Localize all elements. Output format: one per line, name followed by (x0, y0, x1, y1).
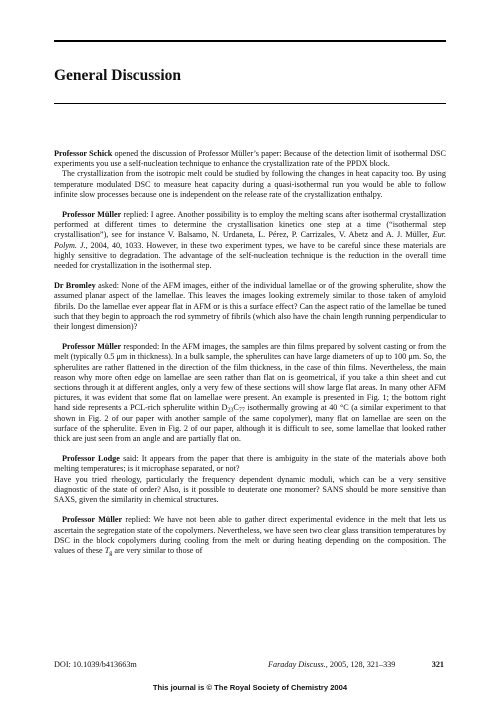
doi-text: DOI: 10.1039/b413663m (54, 660, 137, 669)
journal-citation (268, 659, 395, 671)
page-number: 321 (431, 660, 444, 669)
paragraph (54, 281, 446, 332)
title-rule (54, 103, 446, 104)
paragraph-text: Have you tried rheology, particularly the frequency dependent dynamic moduli, which can be a very sensitive diagnostic of the state of order? Also, is it possible to deuterate one monomer? SANS should be more sensitive than SAXS, given the similarity in chemical structures. (54, 474, 446, 505)
paragraph-text: replied: We have not been able to gather direct experimental evidence in the melt that lets us ascertain the segregation state of the copolymers. Nevertheless, we have seen two clear glass transition temperatures by DSC in the block copolymers during cooling from the melt or during heating depending on the composition. The values of these $T_g$ are very similar to those of (54, 515, 447, 557)
speaker-name: Dr Bromley (54, 281, 96, 291)
speaker-name: Professor Müller (62, 342, 122, 352)
paragraph (54, 149, 446, 169)
paragraph-text: responded: In the AFM images, the samples are thin films prepared by solvent casting or from the melt (typically 0.5 μm in thickness). In a bulk sample, the spherulites can have large diameters of up to 100 μm. So, the spherulites are rather flattened in the direction of the film thickness, in the case of thin films. Nevertheless, the main reason why more often edge on lamellae are seen rather than flat on is geometrical, if you take a thin sheet and cut sections through it at different angles, only a very few of these sections will show large flat areas. In many other AFM pictures, it was evident that some flat on lamellae were present. An example is presented in Fig. 1; the bottom right hand side represents a PCL-rich spherulite within $D_{23}C_{77}$ isothermally growing at 40 °C (a similar experiment to that shown in Fig. 2 of our paper with another sample of the same copolymer), many flat on lamellae are seen on the surface of the spherulite. Even in Fig. 2 of our paper, although it is difficult to see, some lamellae that looked rather thick are just seen from an angle and are partially flat on. (54, 342, 446, 444)
paragraph-text: The crystallization from the isotropic melt could be studied by following the changes in heat capacity too. By using temperature modulated DSC to measure heat capacity during a quasi-isothermal run you would be able to follow infinite slow processes because one is independent on the release rate of the crystallization enthalpy. (54, 169, 446, 199)
paragraph (54, 210, 446, 271)
paragraph-text: said: It appears from the paper that there is ambiguity in the state of the materials above both melting temperatures; is it microphase separated, or not? (54, 454, 447, 474)
discussion-body (54, 149, 446, 556)
paragraph (54, 342, 446, 444)
journal-details: , 2005, 128, 321–339 (325, 660, 396, 669)
page-title: General Discussion (54, 67, 182, 84)
paragraph (54, 515, 446, 556)
speaker-name: Professor Müller (62, 515, 123, 525)
speaker-name: Professor Lodge (62, 454, 120, 464)
paragraph-text: replied: I agree. Another possibility is to employ the melting scans after isothermal crystallization performed at different times to determine the crystallisation kinetics one step at a time (“isothermal step crystallisation”), see for instance V. Balsamo, N. Urdaneta, L. Pérez, P. Carrizales, V. Abetz and A. J. Müller, Eur. Polym. J., 2004, 40, 1033. However, in these two experiment types, we have to be careful since these materials are highly sensitive to degradation. The advantage of the self-nucleation technique is the reduction in the overall time needed for crystallization in the isothermal step. (54, 210, 447, 271)
journal-name: Faraday Discuss. (268, 660, 326, 669)
speaker-name: Professor Müller (62, 210, 122, 220)
paragraph (54, 169, 446, 200)
paragraph (54, 475, 446, 506)
speaker-name: Professor Schick (54, 149, 113, 158)
top-rule (54, 40, 446, 42)
paragraph-text: opened the discussion of Professor Müller’s paper: Because of the detection limit of isothermal DSC experiments you use a self-nucleation technique to enhance the crystallization rate of the PPDX block. (54, 149, 446, 169)
paragraph (54, 454, 446, 474)
paragraph-text: asked: None of the AFM images, either of the individual lamellae or of the growing spherulite, show the assumed planar aspect of the lamellae. This leaves the images looking extremely similar to those taken of amyloid fibrils. Do the lamellae ever appear flat in AFM or is this a surface effect? Can the aspect ratio of the lamellae be tuned such that they begin to approach the rod symmetry of fibrils (which also have the chain length running perpendicular to their longest dimension)? (54, 281, 446, 332)
page-footer (54, 659, 446, 671)
copyright-notice: This journal is © The Royal Society of Chemistry 2004 (152, 683, 348, 692)
